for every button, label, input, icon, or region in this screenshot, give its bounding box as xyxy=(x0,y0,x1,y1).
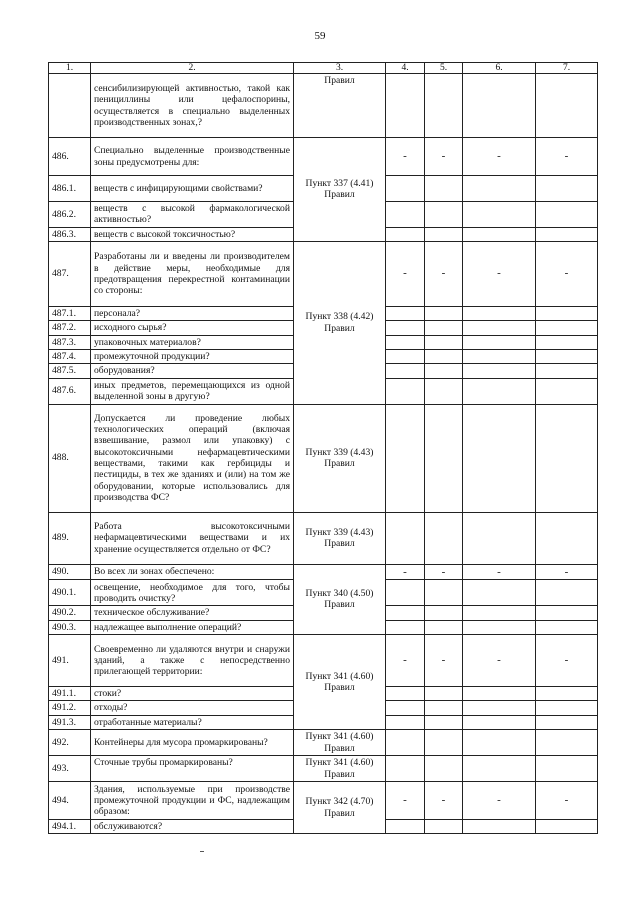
row-number: 491.3. xyxy=(49,715,91,729)
table-row xyxy=(49,564,598,580)
row-number: 490.1. xyxy=(49,580,91,606)
row-question: веществ с инфицирующими свойствами? xyxy=(91,176,294,202)
row-question: Работа высокотоксичными нефармацевтическими веществами и их хранение осуществляется отдельно от ФС? xyxy=(91,512,294,564)
row-number: 487.3. xyxy=(49,335,91,349)
column-header: 2. xyxy=(91,63,294,74)
dash-mark: - xyxy=(386,241,425,306)
dash-mark: - xyxy=(386,138,425,176)
row-number: 487. xyxy=(49,241,91,306)
column-header: 5. xyxy=(425,63,463,74)
row-question: обслуживаются? xyxy=(91,820,294,834)
row-reference: Пункт 338 (4.42) Правил xyxy=(294,241,386,404)
dash-mark: - xyxy=(536,782,598,820)
row-number: 487.1. xyxy=(49,306,91,320)
table-row xyxy=(49,730,598,756)
dash-mark: - xyxy=(463,564,536,580)
dash-mark: - xyxy=(463,241,536,306)
row-reference: Пункт 340 (4.50) Правил xyxy=(294,564,386,635)
row-question: Разработаны ли и введены ли производителем в действие меры, необходимые для предотвращения перекрестной контаминации со стороны: xyxy=(91,241,294,306)
row-question: промежуточной продукции? xyxy=(91,349,294,363)
row-question: веществ с высокой токсичностью? xyxy=(91,227,294,241)
dash-mark: - xyxy=(536,138,598,176)
row-number: 491.1. xyxy=(49,687,91,701)
row-number: 488. xyxy=(49,404,91,512)
column-header: 7. xyxy=(536,63,598,74)
dash-mark: - xyxy=(463,782,536,820)
row-question: персонала? xyxy=(91,306,294,320)
row-number: 494. xyxy=(49,782,91,820)
row-question: техническое обслуживание? xyxy=(91,606,294,620)
column-header: 6. xyxy=(463,63,536,74)
row-number: 491. xyxy=(49,635,91,687)
table-row xyxy=(49,756,598,782)
row-question: Допускается ли проведение любых технологических операций (включая взвешивание, размол или упаковку) с высокотоксичными нефармацевтическими веществами, такими как гербициды и пестициды, в тех же зданиях и (или) на том же оборудовании, которые использовались для производства ФС? xyxy=(91,404,294,512)
column-header: 3. xyxy=(294,63,386,74)
row-question: освещение, необходимое для того, чтобы проводить очистку? xyxy=(91,580,294,606)
row-number: 492. xyxy=(49,730,91,756)
column-header: 4. xyxy=(386,63,425,74)
table-row xyxy=(49,241,598,306)
row-number: 487.6. xyxy=(49,378,91,404)
dash-mark: - xyxy=(425,564,463,580)
row-question: отработанные материалы? xyxy=(91,715,294,729)
table-row xyxy=(49,74,598,138)
row-question: иных предметов, перемещающихся из одной выделенной зоны в другую? xyxy=(91,378,294,404)
row-number: 486.3. xyxy=(49,227,91,241)
row-number: 486.1. xyxy=(49,176,91,202)
dash-mark: - xyxy=(386,782,425,820)
row-reference: Пункт 341 (4.60) Правил xyxy=(294,756,386,782)
row-question: Во всех ли зонах обеспечено: xyxy=(91,564,294,580)
dash-mark: - xyxy=(536,564,598,580)
scan-speck xyxy=(200,851,204,852)
row-question: упаковочных материалов? xyxy=(91,335,294,349)
row-number: 491.2. xyxy=(49,701,91,715)
row-question: Специально выделенные производственные зоны предусмотрены для: xyxy=(91,138,294,176)
row-reference: Пункт 341 (4.60) Правил xyxy=(294,635,386,730)
row-number: 487.4. xyxy=(49,349,91,363)
dash-mark: - xyxy=(425,241,463,306)
row-reference: Пункт 342 (4.70) Правил xyxy=(294,782,386,834)
table-header-row xyxy=(49,63,598,74)
row-number xyxy=(49,74,91,138)
row-question: отходы? xyxy=(91,701,294,715)
row-question: исходного сырья? xyxy=(91,321,294,335)
dash-mark: - xyxy=(536,635,598,687)
row-reference: Пункт 339 (4.43) Правил xyxy=(294,404,386,512)
row-number: 489. xyxy=(49,512,91,564)
row-number: 490.2. xyxy=(49,606,91,620)
dash-mark: - xyxy=(425,138,463,176)
row-number: 490. xyxy=(49,564,91,580)
row-number: 494.1. xyxy=(49,820,91,834)
row-question: оборудования? xyxy=(91,364,294,378)
dash-mark: - xyxy=(425,635,463,687)
table-row xyxy=(49,782,598,820)
row-number: 486. xyxy=(49,138,91,176)
dash-mark: - xyxy=(536,241,598,306)
row-question: Здания, используемые при производстве промежуточной продукции и ФС, надлежащим образом: xyxy=(91,782,294,820)
row-reference: Пункт 341 (4.60) Правил xyxy=(294,730,386,756)
row-question: Сточные трубы промаркированы? xyxy=(91,756,294,782)
column-header: 1. xyxy=(49,63,91,74)
checklist-table xyxy=(48,62,598,834)
table-row xyxy=(49,404,598,512)
row-reference: Пункт 339 (4.43) Правил xyxy=(294,512,386,564)
page-number: 59 xyxy=(314,30,326,42)
row-number: 487.5. xyxy=(49,364,91,378)
table-row xyxy=(49,635,598,687)
row-number: 490.3. xyxy=(49,620,91,634)
row-number: 487.2. xyxy=(49,321,91,335)
row-reference: Пункт 337 (4.41) Правил xyxy=(294,138,386,242)
row-question: стоки? xyxy=(91,687,294,701)
dash-mark: - xyxy=(463,635,536,687)
row-question: Своевременно ли удаляются внутри и снаружи зданий, а также с непосредственно прилегающей территории: xyxy=(91,635,294,687)
dash-mark: - xyxy=(425,782,463,820)
row-number: 493. xyxy=(49,756,91,782)
row-question: Контейнеры для мусора промаркированы? xyxy=(91,730,294,756)
row-number: 486.2. xyxy=(49,202,91,228)
dash-mark: - xyxy=(386,635,425,687)
dash-mark: - xyxy=(386,564,425,580)
row-reference: Правил xyxy=(294,74,386,138)
row-question: веществ с высокой фармакологической активностью? xyxy=(91,202,294,228)
table-row xyxy=(49,512,598,564)
row-question: сенсибилизирующей активностью, такой как пенициллины или цефалоспорины, осуществляется в специально выделенных производственных зонах,? xyxy=(91,74,294,138)
dash-mark: - xyxy=(463,138,536,176)
row-question: надлежащее выполнение операций? xyxy=(91,620,294,634)
table-row xyxy=(49,138,598,176)
